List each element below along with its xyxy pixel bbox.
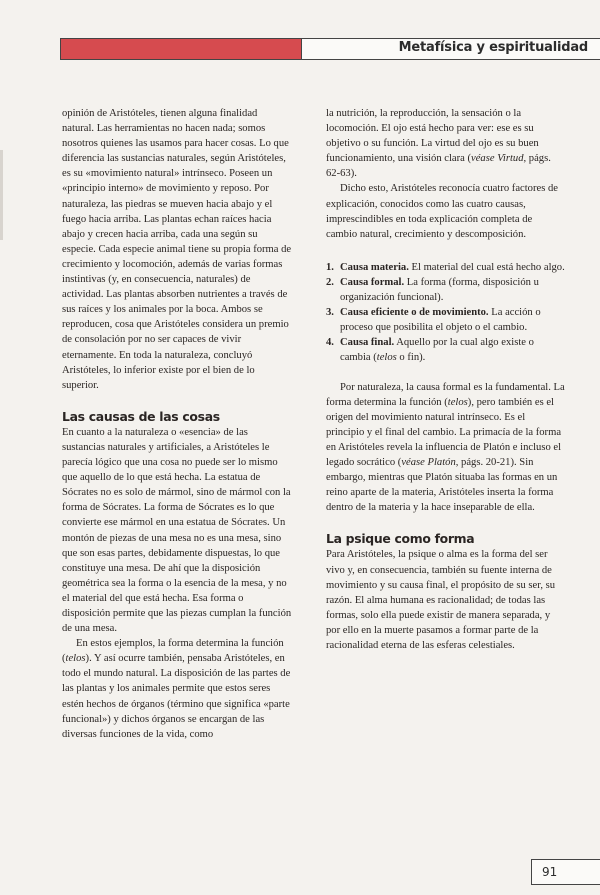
cross-reference: véase Virtud [471,153,524,165]
subheading-psique: La psique como forma [326,531,475,547]
paragraph: En cuanto a la naturaleza o «esencia» de las sustancias naturales y artificiales, a Aristóteles le parecía lógico que una cosa no puede ser lo mismo que aquello de lo que está hecha. La estatua de Sócrates no es solo de mármol, sino de mármol con la forma de Sócrates. La forma de Sócrates es lo que convierte ese mármol en una estatua de Sócrates. Un montón de piezas de una mesa no es una mesa, sino que son esas partes, debidamente dispuestas, lo que constituye una mesa. De ahí que la disposición geométrica sea la forma o la esencia de la mesa, y no el material del que está hecha. Esa forma o disposición permite que las piezas cumplan la función de una mesa. [62,426,292,635]
italic-term: telos [65,653,86,665]
four-causes-list [326,260,566,366]
italic-term: telos [447,396,468,408]
paragraph: Por naturaleza, la causa formal es la fundamental. La forma determina la función (telos), pero también es el origen del movimiento natural intrínseco. Es el principio y el final del cambio. La primacía de la forma en Aristóteles revela la influencia de Platón e incluso el legado socrático (véase Platón, págs. 20-21). Sin embargo, mientras que Platón situaba las formas en un reino aparte de la materia, Aristóteles inserta la forma dentro de la materia y la hace inseparable de ella. [326,381,565,514]
list-item: 3. Causa eficiente o de movimiento. La acción o proceso que posibilita el objeto o el cambio. [326,307,541,334]
header-title-box [302,39,600,59]
paragraph: opinión de Aristóteles, tienen alguna finalidad natural. Las herramientas no hacen nada; somos nosotros quienes las usamos para hacer cosas. Lo que diferencia las sustancias naturales, según Aristóteles, es su «movimiento natural» intrínseco. Poseen un «principio interno» de movimiento y reposo. Por naturaleza, las piedras se mueven hacia abajo y el fuego hacia arriba. Las plantas echan raíces hacia abajo y crecen hacia arriba, cada una según su especie. Cada especie animal tiene su propia forma de crecimiento y locomoción, además de varias formas instintivas (y, en consecuencia, naturales) de actividad. Las plantas absorben nutrientes a través de sus raíces y los animales por la boca. Ambos se reproducen, cosa que Aristóteles considera un premio de consolación por no ser capaces de vivir eternamente. En toda la naturaleza, concluyó Aristóteles, lo inferior existe por el bien de lo superior. [62,108,292,391]
paragraph: Dicho esto, Aristóteles reconocía cuatro factores de explicación, conocidos como las cuatro causas, imprescindibles en toda explicación completa de cambio natural, crecimiento y descomposición. [326,183,558,240]
section-title: Metafísica y espiritualidad [398,40,588,55]
paragraph: En estos ejemplos, la forma determina la función (telos). Y así ocurre también, pensaba Aristóteles, en todo el mundo natural. La disposición de las partes de las plantas y los animales permite que estos seres estén hechos de órganos (término que significa «parte funcional») y dichos órganos se encargan de las diversas funciones de la vida, como [62,638,291,740]
paragraph: la nutrición, la reproducción, la sensación o la locomoción. El ojo está hecho para ver: ese es su objetivo o su función. La virtud del ojo es su buen funcionamiento, una visión clara (véase Virtud, págs. 62-63). [326,108,551,180]
cross-reference: véase Platón [401,456,456,468]
page-number-box [531,859,600,885]
subheading-causas: Las causas de las cosas [62,408,220,424]
list-item: 4. Causa final. Aquello por la cual algo existe o cambia (telos o fin). [326,337,534,364]
paragraph: Para Aristóteles, la psique o alma es la forma del ser vivo y, en consecuencia, también su fuente interna de movimiento y su causa final, el propósito de su ser, su razón. El alma humana es racionalidad; de todas las formas, solo ella puede existir de manera separada, y por ello en la muerte pasamos a formar parte de la racionalidad eterna de las esferas celestiales. [326,549,556,651]
header-accent-bar [61,39,302,59]
page-number: 91 [542,865,558,879]
page-edge-shadow [0,150,3,240]
list-item: 2. Causa formal. La forma (forma, disposición u organización funcional). [326,276,539,304]
left-column [62,106,292,742]
right-column [326,106,566,653]
list-item: 1. Causa materia. El material del cual está hecho algo. [326,261,565,273]
running-header [60,38,600,60]
